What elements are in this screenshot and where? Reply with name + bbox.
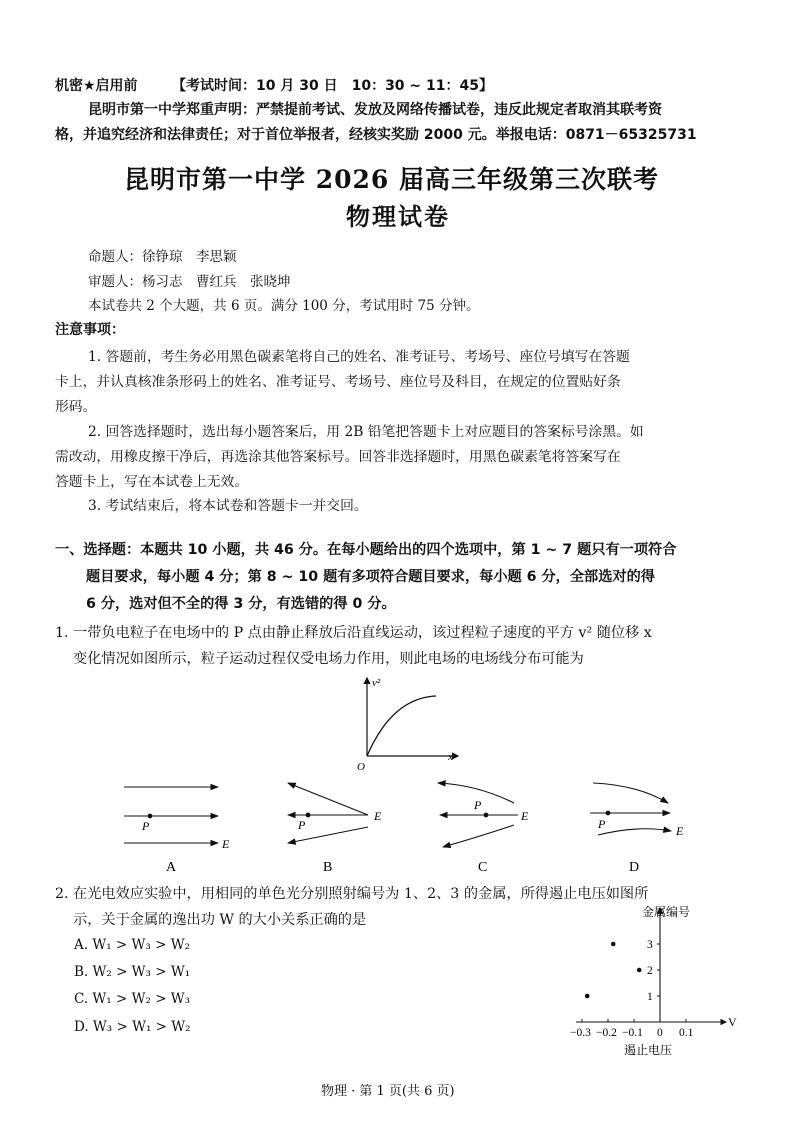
statement-line-1: 昆明市第一中学郑重声明：严禁提前考试、发放及网络传播试卷，违反此规定者取消其联考资 bbox=[88, 102, 662, 118]
q2-option-c: C. W₁ > W₂ > W₃ bbox=[74, 991, 191, 1007]
chart-xlabel: 遏止电压 bbox=[624, 1043, 673, 1057]
q1-v2-x-graph bbox=[350, 670, 470, 774]
section1-line-2: 题目要求，每小题 4 分；第 8 ~ 10 题有多项符合题目要求，每小题 6 分，全部选对的得 bbox=[86, 569, 655, 585]
section1-line-1: 一、选择题：本题共 10 小题，共 46 分。在每小题给出的四个选项中，第 1 ~ 7 题只有一项符合 bbox=[55, 542, 677, 558]
page-title: 昆明市第一中学 2026 届高三年级第三次联考 bbox=[124, 165, 659, 194]
note-1-line-1: 1. 答题前，考生务必用黑色碳素笔将自己的姓名、准考证号、考场号、座位号填写在答题 bbox=[88, 349, 630, 365]
option-c-label: C bbox=[478, 860, 488, 875]
q1-line-1: 1. 一带负电粒子在电场中的 P 点由静止释放后沿直线运动，该过程粒子速度的平方 v² 随位移 x bbox=[55, 625, 652, 641]
point-p-d bbox=[606, 811, 611, 816]
origin-label: O bbox=[357, 761, 365, 773]
y-axis-label: v² bbox=[372, 677, 381, 689]
label-e-a: E bbox=[222, 837, 230, 851]
section1-line-3: 6 分，选对但不全的得 3 分，有选错的得 0 分。 bbox=[86, 596, 396, 612]
option-c-diagram bbox=[438, 783, 529, 875]
option-b-label: B bbox=[323, 860, 333, 875]
v2-curve bbox=[367, 696, 436, 756]
q2-line-1: 2. 在光电效应实验中，用相同的单色光分别照射编号为 1、2、3 的金属，所得遏止电压如图所 bbox=[55, 886, 649, 902]
label-p-a: P bbox=[142, 819, 150, 833]
x-tick-label: 0.1 bbox=[679, 1027, 694, 1039]
label-e-d: E bbox=[676, 824, 684, 838]
data-point-metal-2 bbox=[637, 968, 642, 973]
confidential-mark: 机密★启用前 bbox=[55, 78, 138, 94]
q2-line-2: 示，关于金属的逸出功 W 的大小关系正确的是 bbox=[73, 912, 367, 928]
note-2-line-1: 2. 回答选择题时，选出每小题答案后，用 2B 铅笔把答题卡上对应题目的答案标号涂黑。如 bbox=[88, 424, 644, 440]
q2-option-a: A. W₁ > W₃ > W₂ bbox=[74, 937, 190, 953]
x-tick-label: −0.1 bbox=[622, 1027, 643, 1039]
page-subtitle: 物理试卷 bbox=[346, 202, 450, 231]
chart-x-unit: V bbox=[728, 1015, 737, 1029]
note-3: 3. 考试结束后，将本试卷和答题卡一并交回。 bbox=[88, 498, 368, 514]
x-tick-label: 0 bbox=[657, 1027, 663, 1039]
label-e-b: E bbox=[374, 809, 382, 823]
notes-heading: 注意事项： bbox=[55, 322, 125, 338]
statement-line-2: 格，并追究经济和法律责任；对于首位举报者，经核实奖励 2000 元。举报电话：0871－65325731 bbox=[55, 127, 697, 143]
q2-stopping-voltage-chart bbox=[556, 900, 746, 1062]
x-tick-label: −0.2 bbox=[596, 1027, 617, 1039]
y-tick-label: 2 bbox=[647, 965, 653, 977]
page-footer: 物理 · 第 1 页(共 6 页) bbox=[321, 1084, 455, 1099]
exam-info: 本试卷共 2 个大题，共 6 页。满分 100 分，考试用时 75 分钟。 bbox=[88, 298, 480, 314]
q1-field-options bbox=[118, 775, 718, 875]
data-point-metal-1 bbox=[585, 994, 590, 999]
label-e-c: E bbox=[521, 809, 529, 823]
note-2-line-2: 需改动，用橡皮擦干净后，再选涂其他答案标号。回答非选择题时，用黑色碳素笔将答案写在 bbox=[55, 449, 621, 465]
label-p-b: P bbox=[298, 818, 306, 832]
option-a-label: A bbox=[166, 860, 177, 875]
point-p-b bbox=[306, 813, 311, 818]
q2-option-b: B. W₂ > W₃ > W₁ bbox=[74, 964, 191, 980]
note-1-line-3: 形码。 bbox=[55, 399, 97, 415]
chart-ylabel: 金属编号 bbox=[642, 905, 691, 919]
point-p-c bbox=[484, 813, 489, 818]
x-axis-label: x bbox=[448, 751, 453, 763]
option-d-diagram bbox=[590, 783, 684, 875]
data-point-metal-3 bbox=[611, 942, 616, 947]
point-p-a bbox=[148, 814, 153, 819]
option-b-diagram bbox=[288, 783, 382, 875]
q1-line-2: 变化情况如图所示，粒子运动过程仅受电场力作用，则此电场的电场线分布可能为 bbox=[73, 651, 584, 667]
option-d-label: D bbox=[629, 860, 640, 875]
x-tick-label: −0.3 bbox=[570, 1027, 591, 1039]
q2-option-d: D. W₃ > W₁ > W₂ bbox=[74, 1019, 191, 1035]
writers: 命题人：徐铮琼 李思颖 bbox=[88, 249, 237, 265]
label-p-d: P bbox=[598, 817, 606, 831]
note-1-line-2: 卡上，并认真核准条形码上的姓名、准考证号、考场号、座位号及科目，在规定的位置贴好条 bbox=[55, 374, 621, 390]
y-tick-label: 3 bbox=[647, 939, 653, 951]
label-p-c: P bbox=[474, 798, 482, 812]
y-tick-label: 1 bbox=[647, 991, 653, 1003]
exam-time: 【考试时间：10 月 30 日 10：30 ~ 11：45】 bbox=[172, 78, 493, 94]
note-2-line-3: 答题卡上，写在本试卷上无效。 bbox=[55, 474, 249, 490]
option-a-diagram bbox=[124, 787, 230, 875]
reviewers: 审题人：杨习志 曹红兵 张晓坤 bbox=[88, 274, 291, 290]
